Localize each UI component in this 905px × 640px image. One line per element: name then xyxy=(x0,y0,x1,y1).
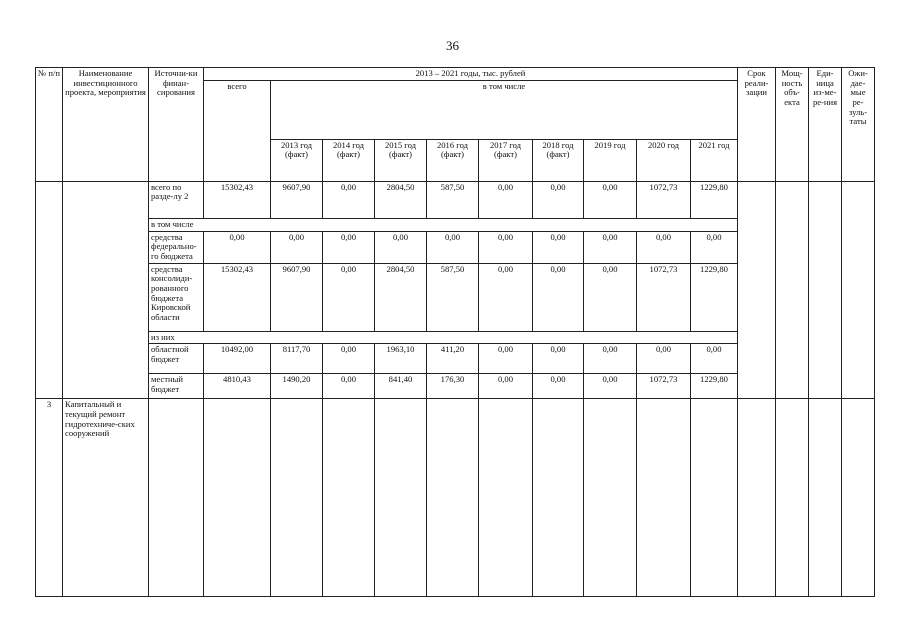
header-year: 2016 год (факт) xyxy=(427,139,479,181)
page-number: 36 xyxy=(446,38,459,53)
header-unit: Еди-ница из-ме-ре-ния xyxy=(809,68,842,182)
value-cell: 10492,00 xyxy=(204,344,271,374)
value-cell: 4810,43 xyxy=(204,374,271,399)
header-capacity: Мощ-ность объ-екта xyxy=(776,68,809,182)
value-cell: 1229,80 xyxy=(691,263,738,331)
empty-cell xyxy=(427,399,479,597)
value-cell: 0,00 xyxy=(323,344,375,374)
value-cell: 1072,73 xyxy=(637,374,691,399)
value-cell: 0,00 xyxy=(584,181,637,218)
value-cell: 1072,73 xyxy=(637,263,691,331)
header-results: Ожи-дае-мые ре-зуль-таты xyxy=(842,68,875,182)
value-cell: 1229,80 xyxy=(691,374,738,399)
value-cell: 2804,50 xyxy=(375,263,427,331)
value-cell: 0,00 xyxy=(584,231,637,263)
value-cell: 587,50 xyxy=(427,263,479,331)
header-year: 2015 год (факт) xyxy=(375,139,427,181)
value-cell: 0,00 xyxy=(533,231,584,263)
empty-cell xyxy=(691,399,738,597)
empty-cell xyxy=(149,399,204,597)
value-cell: 0,00 xyxy=(323,374,375,399)
value-cell: 0,00 xyxy=(271,231,323,263)
value-cell: 587,50 xyxy=(427,181,479,218)
empty-cell xyxy=(776,399,809,597)
value-cell: 0,00 xyxy=(204,231,271,263)
row-source: средства консолиди-рованного бюджета Кировской области xyxy=(149,263,204,331)
value-cell: 0,00 xyxy=(533,263,584,331)
empty-cell xyxy=(323,399,375,597)
unit-cell-empty xyxy=(809,181,842,399)
value-cell: 0,00 xyxy=(479,231,533,263)
value-cell: 0,00 xyxy=(533,344,584,374)
header-year: 2017 год (факт) xyxy=(479,139,533,181)
header-year: 2020 год xyxy=(637,139,691,181)
value-cell: 1490,20 xyxy=(271,374,323,399)
value-cell: 0,00 xyxy=(479,344,533,374)
empty-cell xyxy=(637,399,691,597)
results-cell-empty xyxy=(842,181,875,399)
capacity-cell-empty xyxy=(776,181,809,399)
value-cell: 15302,43 xyxy=(204,181,271,218)
investment-table xyxy=(35,67,875,597)
value-cell: 0,00 xyxy=(479,374,533,399)
header-term: Срок реали-зации xyxy=(738,68,776,182)
value-cell: 0,00 xyxy=(533,374,584,399)
row-subheader: в том числе xyxy=(149,218,738,231)
num-cell-empty xyxy=(36,181,63,399)
empty-cell xyxy=(271,399,323,597)
header-year: 2018 год (факт) xyxy=(533,139,584,181)
value-cell: 0,00 xyxy=(323,263,375,331)
value-cell: 0,00 xyxy=(479,181,533,218)
value-cell: 0,00 xyxy=(375,231,427,263)
value-cell: 9607,90 xyxy=(271,181,323,218)
header-year: 2021 год xyxy=(691,139,738,181)
value-cell: 0,00 xyxy=(323,181,375,218)
header-num: № п/п xyxy=(36,68,63,182)
value-cell: 0,00 xyxy=(691,344,738,374)
value-cell: 841,40 xyxy=(375,374,427,399)
header-year: 2014 год (факт) xyxy=(323,139,375,181)
row-source: местный бюджет xyxy=(149,374,204,399)
empty-cell xyxy=(738,399,776,597)
value-cell: 2804,50 xyxy=(375,181,427,218)
value-cell: 0,00 xyxy=(584,374,637,399)
row-source: областной бюджет xyxy=(149,344,204,374)
value-cell: 176,30 xyxy=(427,374,479,399)
item-name: Капитальный и текущий ремонт гидротехниче-ских сооружений xyxy=(63,399,149,597)
value-cell: 15302,43 xyxy=(204,263,271,331)
empty-cell xyxy=(204,399,271,597)
value-cell: 0,00 xyxy=(637,231,691,263)
value-cell: 9607,90 xyxy=(271,263,323,331)
header-incl: в том числе xyxy=(271,80,738,139)
value-cell: 411,20 xyxy=(427,344,479,374)
value-cell: 0,00 xyxy=(427,231,479,263)
value-cell: 1229,80 xyxy=(691,181,738,218)
value-cell: 8117,70 xyxy=(271,344,323,374)
row-source: всего по разде-лу 2 xyxy=(149,181,204,218)
header-year: 2013 год (факт) xyxy=(271,139,323,181)
term-cell-empty xyxy=(738,181,776,399)
header-total: всего xyxy=(204,80,271,181)
row-source: средства федерально-го бюджета xyxy=(149,231,204,263)
value-cell: 0,00 xyxy=(323,231,375,263)
value-cell: 0,00 xyxy=(637,344,691,374)
empty-cell xyxy=(533,399,584,597)
empty-cell xyxy=(375,399,427,597)
header-year: 2019 год xyxy=(584,139,637,181)
header-name: Наименование инвестиционного проекта, мероприятия xyxy=(63,68,149,182)
item-number: 3 xyxy=(36,399,63,597)
name-cell-empty xyxy=(63,181,149,399)
value-cell: 0,00 xyxy=(479,263,533,331)
header-source: Источни-ки финан-сирования xyxy=(149,68,204,182)
value-cell: 0,00 xyxy=(691,231,738,263)
empty-cell xyxy=(584,399,637,597)
empty-cell xyxy=(479,399,533,597)
value-cell: 1072,73 xyxy=(637,181,691,218)
value-cell: 1963,10 xyxy=(375,344,427,374)
header-period: 2013 – 2021 годы, тыс. рублей xyxy=(204,68,738,81)
empty-cell xyxy=(809,399,842,597)
value-cell: 0,00 xyxy=(584,263,637,331)
value-cell: 0,00 xyxy=(584,344,637,374)
row-subheader: из них xyxy=(149,331,738,344)
value-cell: 0,00 xyxy=(533,181,584,218)
empty-cell xyxy=(842,399,875,597)
